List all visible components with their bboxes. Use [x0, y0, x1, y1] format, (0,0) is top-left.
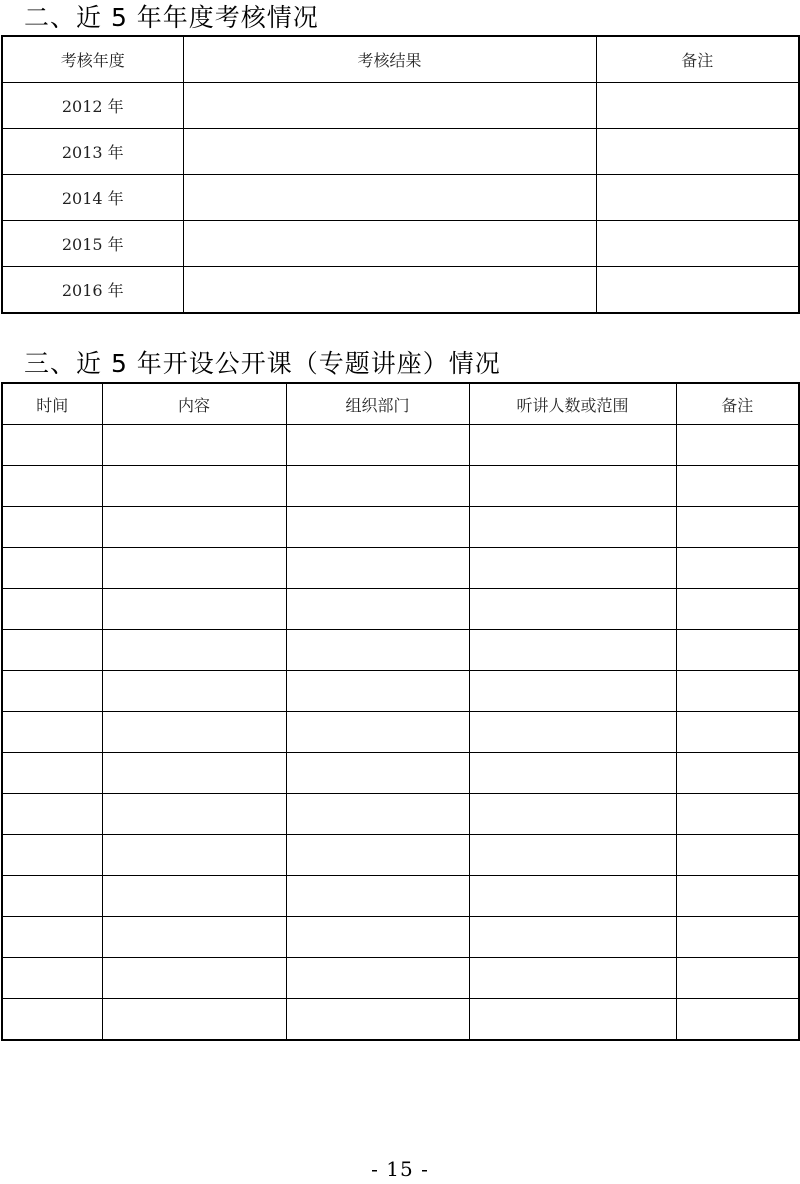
table-row [2, 548, 799, 589]
table-header-row [2, 383, 799, 425]
content-cell[interactable] [102, 794, 286, 835]
audience-cell[interactable] [469, 876, 676, 917]
content-cell[interactable] [102, 466, 286, 507]
table-row [2, 507, 799, 548]
section-2-title: 二、近 5 年年度考核情况 [24, 3, 319, 32]
organizing-department-cell[interactable] [286, 794, 469, 835]
remark-cell[interactable] [676, 999, 799, 1041]
table-row [2, 267, 799, 314]
remark-cell[interactable] [676, 548, 799, 589]
audience-cell[interactable] [469, 794, 676, 835]
audience-cell[interactable] [469, 589, 676, 630]
time-cell[interactable] [2, 876, 102, 917]
table-header-row [2, 36, 799, 83]
table-row [2, 917, 799, 958]
table-row [2, 753, 799, 794]
table-row [2, 466, 799, 507]
time-cell[interactable] [2, 958, 102, 999]
table-row [2, 589, 799, 630]
time-cell[interactable] [2, 589, 102, 630]
header-appraisal-year: 考核年度 [2, 36, 183, 83]
remark-cell[interactable] [596, 221, 799, 267]
table-row [2, 835, 799, 876]
table-row [2, 999, 799, 1041]
audience-cell[interactable] [469, 630, 676, 671]
organizing-department-cell[interactable] [286, 917, 469, 958]
remark-cell[interactable] [676, 630, 799, 671]
table-row [2, 129, 799, 175]
year-cell: 2013 年 [2, 129, 183, 175]
audience-cell[interactable] [469, 671, 676, 712]
time-cell[interactable] [2, 999, 102, 1041]
year-cell: 2012 年 [2, 83, 183, 129]
table-row [2, 175, 799, 221]
header-organizing-department: 组织部门 [286, 383, 469, 425]
organizing-department-cell[interactable] [286, 835, 469, 876]
time-cell[interactable] [2, 630, 102, 671]
audience-cell[interactable] [469, 835, 676, 876]
remark-cell[interactable] [676, 876, 799, 917]
remark-cell[interactable] [676, 753, 799, 794]
content-cell[interactable] [102, 753, 286, 794]
table-row [2, 630, 799, 671]
year-cell: 2014 年 [2, 175, 183, 221]
organizing-department-cell[interactable] [286, 999, 469, 1041]
content-cell[interactable] [102, 712, 286, 753]
remark-cell[interactable] [676, 794, 799, 835]
time-cell[interactable] [2, 425, 102, 466]
result-cell[interactable] [183, 83, 596, 129]
remark-cell[interactable] [676, 507, 799, 548]
content-cell[interactable] [102, 507, 286, 548]
organizing-department-cell[interactable] [286, 466, 469, 507]
organizing-department-cell[interactable] [286, 630, 469, 671]
header-remark: 备注 [676, 383, 799, 425]
table-row [2, 425, 799, 466]
time-cell[interactable] [2, 548, 102, 589]
organizing-department-cell[interactable] [286, 958, 469, 999]
organizing-department-cell[interactable] [286, 671, 469, 712]
time-cell[interactable] [2, 917, 102, 958]
remark-cell[interactable] [596, 267, 799, 314]
audience-cell[interactable] [469, 712, 676, 753]
audience-cell[interactable] [469, 999, 676, 1041]
header-remark: 备注 [596, 36, 799, 83]
organizing-department-cell[interactable] [286, 876, 469, 917]
public-lectures-table [1, 382, 800, 1041]
remark-cell[interactable] [596, 83, 799, 129]
organizing-department-cell[interactable] [286, 507, 469, 548]
audience-cell[interactable] [469, 466, 676, 507]
remark-cell[interactable] [676, 466, 799, 507]
audience-cell[interactable] [469, 507, 676, 548]
content-cell[interactable] [102, 999, 286, 1041]
table-row [2, 671, 799, 712]
audience-cell[interactable] [469, 958, 676, 999]
content-cell[interactable] [102, 671, 286, 712]
remark-cell[interactable] [596, 129, 799, 175]
header-audience: 听讲人数或范围 [469, 383, 676, 425]
content-cell[interactable] [102, 876, 286, 917]
remark-cell[interactable] [676, 425, 799, 466]
content-cell[interactable] [102, 589, 286, 630]
organizing-department-cell[interactable] [286, 425, 469, 466]
page-number: - 15 - [371, 1157, 429, 1181]
time-cell[interactable] [2, 712, 102, 753]
table-row [2, 712, 799, 753]
content-cell[interactable] [102, 630, 286, 671]
audience-cell[interactable] [469, 753, 676, 794]
header-appraisal-result: 考核结果 [183, 36, 596, 83]
result-cell[interactable] [183, 221, 596, 267]
time-cell[interactable] [2, 507, 102, 548]
content-cell[interactable] [102, 917, 286, 958]
table-row [2, 958, 799, 999]
remark-cell[interactable] [596, 175, 799, 221]
remark-cell[interactable] [676, 671, 799, 712]
organizing-department-cell[interactable] [286, 548, 469, 589]
header-time: 时间 [2, 383, 102, 425]
remark-cell[interactable] [676, 958, 799, 999]
year-cell: 2015 年 [2, 221, 183, 267]
audience-cell[interactable] [469, 548, 676, 589]
content-cell[interactable] [102, 548, 286, 589]
content-cell[interactable] [102, 958, 286, 999]
table-row [2, 876, 799, 917]
table-row [2, 221, 799, 267]
content-cell[interactable] [102, 425, 286, 466]
time-cell[interactable] [2, 835, 102, 876]
result-cell[interactable] [183, 129, 596, 175]
time-cell[interactable] [2, 794, 102, 835]
result-cell[interactable] [183, 175, 596, 221]
time-cell[interactable] [2, 671, 102, 712]
table-row [2, 794, 799, 835]
table-row [2, 83, 799, 129]
remark-cell[interactable] [676, 589, 799, 630]
year-cell: 2016 年 [2, 267, 183, 314]
remark-cell[interactable] [676, 712, 799, 753]
organizing-department-cell[interactable] [286, 589, 469, 630]
organizing-department-cell[interactable] [286, 753, 469, 794]
organizing-department-cell[interactable] [286, 712, 469, 753]
audience-cell[interactable] [469, 425, 676, 466]
remark-cell[interactable] [676, 917, 799, 958]
remark-cell[interactable] [676, 835, 799, 876]
header-content: 内容 [102, 383, 286, 425]
section-3-title: 三、近 5 年开设公开课（专题讲座）情况 [24, 349, 501, 378]
time-cell[interactable] [2, 753, 102, 794]
content-cell[interactable] [102, 835, 286, 876]
result-cell[interactable] [183, 267, 596, 314]
audience-cell[interactable] [469, 917, 676, 958]
time-cell[interactable] [2, 466, 102, 507]
annual-appraisal-table [1, 35, 800, 314]
